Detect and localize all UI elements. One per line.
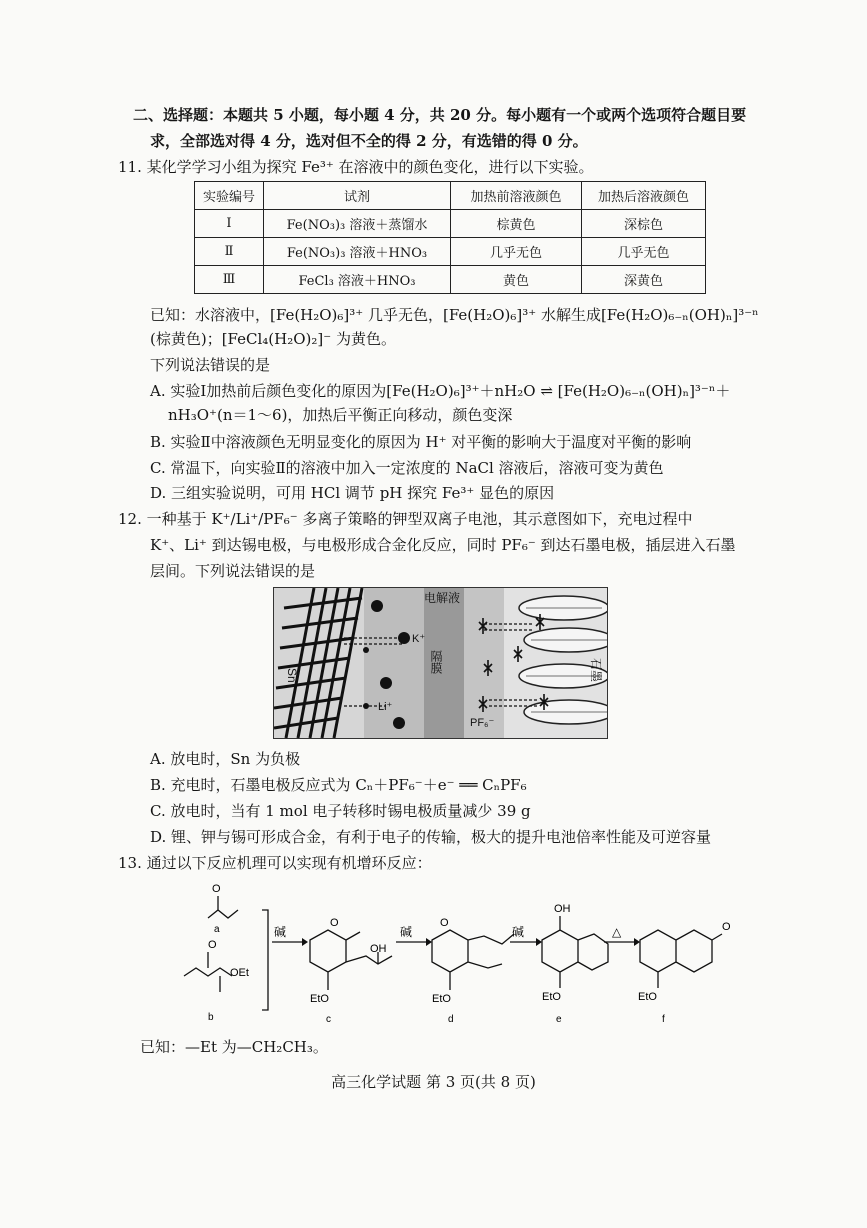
atom-label: EtO — [310, 993, 329, 1005]
label-pf6-ion: PF₆⁻ — [470, 717, 495, 729]
q11-option-a-line1: A. 实验Ⅰ加热前后颜色变化的原因为[Fe(H₂O)₆]³⁺＋nH₂O ⇌ [Fe(H₂O)₆₋ₙ(OH)ₙ]³⁻ⁿ＋ — [150, 382, 731, 400]
battery-diagram-svg — [274, 588, 607, 738]
table-cell: 棕黄色 — [451, 210, 582, 238]
atom-label: EtO — [432, 993, 451, 1005]
q11-option-a-line2: nH₃O⁺(n＝1～6)，加热后平衡正向移动，颜色变深 — [168, 406, 513, 424]
label-k-ion: K⁺ — [412, 633, 426, 645]
atom-label: OH — [554, 903, 571, 915]
atom-label: O — [330, 917, 339, 929]
atom-label: O — [440, 917, 449, 929]
label-sn: Sn — [285, 668, 299, 683]
atom-label: O — [722, 921, 730, 933]
atom-label: OH — [370, 943, 387, 955]
q12-option-d: D. 锂、钾与锡可形成合金，有利于电子的传输，极大的提升电池倍率性能及可逆容量 — [150, 828, 712, 846]
reaction-scheme — [170, 880, 730, 1030]
table-header-row — [195, 182, 706, 210]
q11-known-line1: 已知：水溶液中，[Fe(H₂O)₆]³⁺ 几乎无色，[Fe(H₂O)₆]³⁺ 水解生成[Fe(H₂O)₆₋ₙ(OH)ₙ]³⁻ⁿ — [150, 306, 759, 324]
page-footer: 高三化学试题 第 3 页(共 8 页) — [331, 1073, 536, 1091]
reaction-scheme-svg — [170, 880, 730, 1030]
q12-stem-line1: 12. 一种基于 K⁺/Li⁺/PF₆⁻ 多离子策略的钾型双离子电池，其示意图如下，充电过程中 — [118, 510, 693, 528]
label-c: c — [326, 1014, 331, 1025]
q13-stem: 13. 通过以下反应机理可以实现有机增环反应： — [118, 854, 432, 872]
table-header: 实验编号 — [195, 182, 264, 210]
q11-option-b: B. 实验Ⅱ中溶液颜色无明显变化的原因为 H⁺ 对平衡的影响大于温度对平衡的影响 — [150, 433, 692, 451]
table-cell: FeCl₃ 溶液＋HNO₃ — [264, 266, 451, 294]
table-cell: Ⅰ — [195, 210, 264, 238]
label-d: d — [448, 1014, 454, 1025]
table-cell: Fe(NO₃)₃ 溶液＋HNO₃ — [264, 238, 451, 266]
table-cell: 几乎无色 — [582, 238, 706, 266]
table-cell: 黄色 — [451, 266, 582, 294]
label-f: f — [662, 1014, 665, 1025]
q11-known-line2: (棕黄色)；[FeCl₄(H₂O)₂]⁻ 为黄色。 — [150, 330, 396, 348]
label-b: b — [208, 1012, 214, 1023]
q12-option-b: B. 充电时，石墨电极反应式为 Cₙ＋PF₆⁻＋e⁻ ══ CₙPF₆ — [150, 776, 527, 794]
atom-label: OEt — [230, 967, 249, 979]
reagent-heat: △ — [612, 925, 622, 939]
atom-label: EtO — [542, 991, 561, 1003]
table-header: 试剂 — [264, 182, 451, 210]
table-header: 加热前溶液颜色 — [451, 182, 582, 210]
label-a: a — [214, 924, 220, 935]
battery-diagram — [273, 587, 608, 739]
table-cell: Ⅱ — [195, 238, 264, 266]
table-cell: Fe(NO₃)₃ 溶液＋蒸馏水 — [264, 210, 451, 238]
section-heading-line1: 二、选择题：本题共 5 小题，每小题 4 分，共 20 分。每小题有一个或两个选项符合题目要 — [133, 106, 747, 124]
experiment-table — [194, 181, 706, 294]
table-row — [195, 238, 706, 266]
table-header: 加热后溶液颜色 — [582, 182, 706, 210]
label-electrolyte: 电解液 — [424, 591, 461, 605]
q12-stem-line2: K⁺、Li⁺ 到达锡电极，与电极形成合金化反应，同时 PF₆⁻ 到达石墨电极，插层进入石墨 — [150, 536, 736, 554]
table-cell: 深棕色 — [582, 210, 706, 238]
label-graphite: 石墨 — [589, 658, 603, 683]
atom-label: O — [212, 883, 221, 895]
reagent-base: 碱 — [274, 925, 287, 939]
q11-option-c: C. 常温下，向实验Ⅱ的溶液中加入一定浓度的 NaCl 溶液后，溶液可变为黄色 — [150, 459, 664, 477]
q11-question: 下列说法错误的是 — [150, 356, 271, 374]
label-separator: 隔膜 — [429, 650, 443, 674]
table-cell: Ⅲ — [195, 266, 264, 294]
q12-option-a: A. 放电时，Sn 为负极 — [150, 750, 301, 768]
atom-label: EtO — [638, 991, 657, 1003]
q11-stem: 11. 某化学学习小组为探究 Fe³⁺ 在溶液中的颜色变化，进行以下实验。 — [118, 158, 594, 176]
q12-option-c: C. 放电时，当有 1 mol 电子转移时锡电极质量减少 39 g — [150, 802, 531, 820]
label-li-ion: Li⁺ — [378, 701, 393, 713]
q13-known: 已知：—Et 为—CH₂CH₃。 — [140, 1038, 328, 1056]
q12-stem-line3: 层间。下列说法错误的是 — [150, 562, 316, 580]
reagent-base: 碱 — [400, 925, 413, 939]
table-row — [195, 266, 706, 294]
reagent-base: 碱 — [512, 925, 525, 939]
q11-option-d: D. 三组实验说明，可用 HCl 调节 pH 探究 Fe³⁺ 显色的原因 — [150, 484, 555, 502]
table-cell: 深黄色 — [582, 266, 706, 294]
label-e: e — [556, 1014, 562, 1025]
atom-label: O — [208, 939, 217, 951]
table-cell: 几乎无色 — [451, 238, 582, 266]
section-heading-line2: 求，全部选对得 4 分，选对但不全的得 2 分，有选错的得 0 分。 — [150, 132, 588, 150]
table-row — [195, 210, 706, 238]
